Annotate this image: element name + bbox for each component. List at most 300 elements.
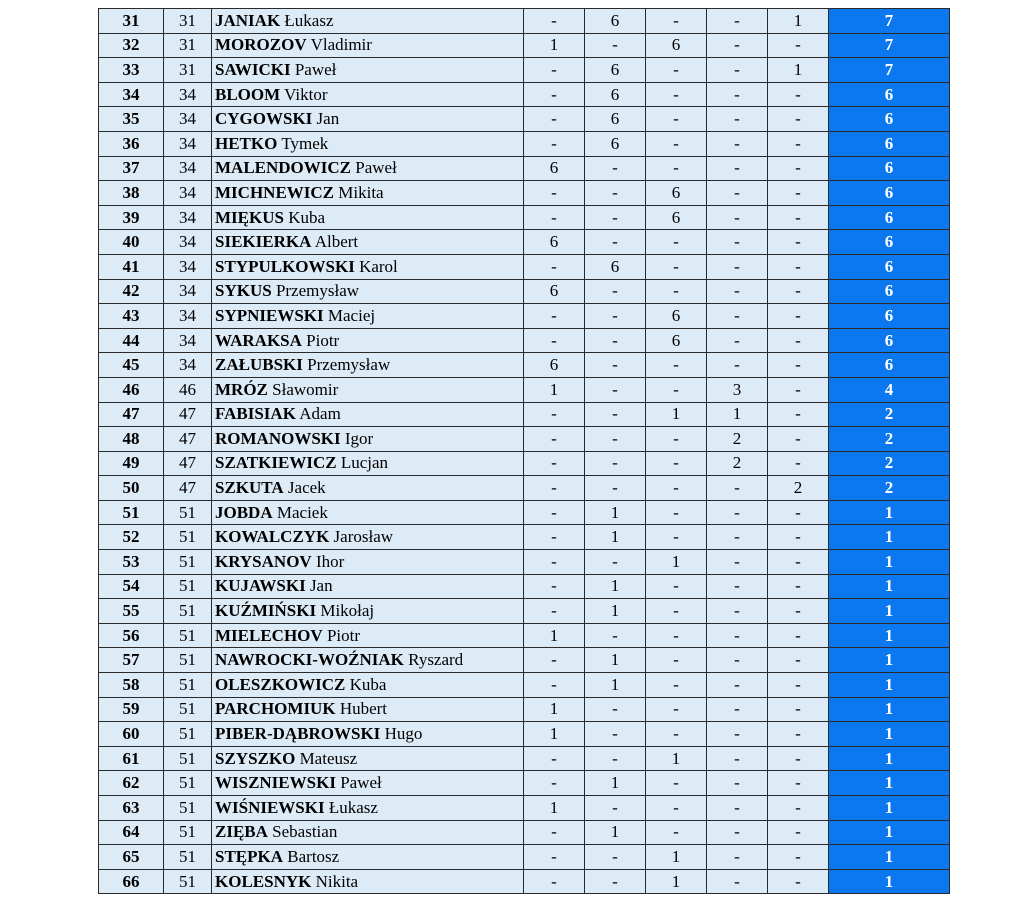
score-cell-4: 2 [707, 427, 768, 452]
score-cell-5: - [768, 402, 829, 427]
player-first-name: Łukasz [328, 797, 378, 817]
player-first-name: Piotr [326, 625, 360, 645]
rank-cell: 51 [164, 623, 212, 648]
player-first-name: Łukasz [284, 10, 334, 30]
player-surname: SZKUTA [215, 478, 284, 498]
score-cell-1: - [524, 254, 585, 279]
score-cell-2: 1 [585, 820, 646, 845]
place-cell: 51 [99, 500, 164, 525]
score-cell-1: - [524, 648, 585, 673]
place-cell: 46 [99, 377, 164, 402]
score-cell-5: - [768, 181, 829, 206]
player-surname: STĘPKA [215, 846, 284, 866]
rank-cell: 47 [164, 427, 212, 452]
rank-cell: 51 [164, 599, 212, 624]
player-name-cell [212, 254, 524, 279]
place-cell: 55 [99, 599, 164, 624]
score-cell-4: - [707, 796, 768, 821]
score-cell-1: - [524, 599, 585, 624]
player-name-cell [212, 9, 524, 34]
place-cell: 65 [99, 845, 164, 870]
score-cell-2: - [585, 181, 646, 206]
table-row [99, 254, 950, 279]
score-cell-5: - [768, 746, 829, 771]
score-cell-4: - [707, 697, 768, 722]
player-first-name: Kuba [288, 207, 326, 227]
score-cell-1: 1 [524, 623, 585, 648]
score-cell-3: 6 [646, 33, 707, 58]
player-first-name: Ryszard [408, 650, 464, 670]
player-surname: JOBDA [215, 502, 273, 522]
total-points-cell: 1 [829, 845, 950, 870]
score-cell-4: - [707, 623, 768, 648]
player-surname: MIĘKUS [215, 207, 284, 227]
score-cell-2: 1 [585, 525, 646, 550]
player-name-cell [212, 623, 524, 648]
score-cell-5: 1 [768, 58, 829, 83]
player-first-name: Kuba [349, 674, 387, 694]
player-surname: BLOOM [215, 84, 281, 104]
player-name-cell [212, 156, 524, 181]
rank-cell: 34 [164, 279, 212, 304]
score-cell-2: - [585, 205, 646, 230]
place-cell: 39 [99, 205, 164, 230]
place-cell: 42 [99, 279, 164, 304]
player-first-name: Paweł [355, 158, 397, 178]
place-cell: 62 [99, 771, 164, 796]
score-cell-5: - [768, 377, 829, 402]
table-row [99, 500, 950, 525]
player-surname: MALENDOWICZ [215, 158, 352, 178]
rank-cell: 46 [164, 377, 212, 402]
score-cell-4: - [707, 574, 768, 599]
player-surname: MIELECHOV [215, 625, 323, 645]
score-cell-1: - [524, 328, 585, 353]
score-cell-2: - [585, 156, 646, 181]
player-surname: MRÓZ [215, 379, 268, 399]
score-cell-1: 6 [524, 156, 585, 181]
rank-cell: 51 [164, 673, 212, 698]
player-first-name: Jan [309, 576, 333, 596]
player-first-name: Albert [314, 232, 359, 252]
player-name-cell [212, 771, 524, 796]
player-surname: KUJAWSKI [215, 576, 306, 596]
score-cell-2: - [585, 722, 646, 747]
score-cell-5: - [768, 156, 829, 181]
score-cell-2: - [585, 279, 646, 304]
place-cell: 48 [99, 427, 164, 452]
total-points-cell: 1 [829, 869, 950, 894]
player-surname: SYKUS [215, 281, 272, 301]
score-cell-2: - [585, 377, 646, 402]
player-first-name: Hugo [384, 724, 423, 744]
rank-cell: 47 [164, 402, 212, 427]
total-points-cell: 6 [829, 230, 950, 255]
place-cell: 44 [99, 328, 164, 353]
score-cell-1: 1 [524, 697, 585, 722]
player-name-cell [212, 230, 524, 255]
score-cell-5: - [768, 648, 829, 673]
score-cell-2: - [585, 451, 646, 476]
table-row [99, 304, 950, 329]
score-cell-4: - [707, 525, 768, 550]
player-name-cell [212, 599, 524, 624]
player-surname: ZIĘBA [215, 822, 268, 842]
score-cell-4: - [707, 254, 768, 279]
score-cell-2: - [585, 845, 646, 870]
score-cell-2: 6 [585, 107, 646, 132]
rank-cell: 51 [164, 771, 212, 796]
total-points-cell: 1 [829, 500, 950, 525]
table-row [99, 476, 950, 501]
player-surname: KOWALCZYK [215, 527, 330, 547]
score-cell-2: - [585, 746, 646, 771]
rank-cell: 34 [164, 82, 212, 107]
score-cell-4: - [707, 230, 768, 255]
score-cell-3: 6 [646, 181, 707, 206]
place-cell: 63 [99, 796, 164, 821]
table-row [99, 205, 950, 230]
score-cell-2: - [585, 402, 646, 427]
total-points-cell: 6 [829, 328, 950, 353]
total-points-cell: 1 [829, 673, 950, 698]
place-cell: 34 [99, 82, 164, 107]
score-cell-3: 1 [646, 845, 707, 870]
rank-cell: 31 [164, 58, 212, 83]
score-cell-1: 1 [524, 796, 585, 821]
player-name-cell [212, 550, 524, 575]
score-cell-4: 2 [707, 451, 768, 476]
score-cell-4: - [707, 181, 768, 206]
rank-cell: 34 [164, 205, 212, 230]
table-row [99, 820, 950, 845]
player-first-name: Tymek [281, 133, 329, 153]
score-cell-3: - [646, 427, 707, 452]
player-name-cell [212, 451, 524, 476]
score-cell-5: 2 [768, 476, 829, 501]
score-cell-2: - [585, 33, 646, 58]
place-cell: 38 [99, 181, 164, 206]
total-points-cell: 6 [829, 353, 950, 378]
table-row [99, 845, 950, 870]
total-points-cell: 6 [829, 156, 950, 181]
player-surname: SZYSZKO [215, 748, 296, 768]
score-cell-4: - [707, 107, 768, 132]
score-cell-5: - [768, 525, 829, 550]
player-surname: FABISIAK [215, 404, 296, 424]
score-cell-1: - [524, 427, 585, 452]
player-surname: HETKO [215, 133, 278, 153]
player-surname: MICHNEWICZ [215, 182, 335, 202]
score-cell-4: - [707, 869, 768, 894]
total-points-cell: 1 [829, 574, 950, 599]
rank-cell: 51 [164, 648, 212, 673]
player-surname: SZATKIEWICZ [215, 453, 337, 473]
score-cell-5: - [768, 279, 829, 304]
score-cell-3: - [646, 697, 707, 722]
score-cell-3: - [646, 574, 707, 599]
score-cell-3: - [646, 525, 707, 550]
place-cell: 54 [99, 574, 164, 599]
score-cell-3: - [646, 353, 707, 378]
total-points-cell: 1 [829, 599, 950, 624]
score-cell-4: - [707, 500, 768, 525]
player-surname: WISZNIEWSKI [215, 773, 336, 793]
score-cell-2: 6 [585, 58, 646, 83]
place-cell: 33 [99, 58, 164, 83]
place-cell: 58 [99, 673, 164, 698]
score-cell-1: - [524, 9, 585, 34]
score-cell-5: - [768, 623, 829, 648]
total-points-cell: 1 [829, 746, 950, 771]
score-cell-1: - [524, 58, 585, 83]
player-surname: CYGOWSKI [215, 109, 313, 129]
rank-cell: 51 [164, 550, 212, 575]
player-name-cell [212, 82, 524, 107]
player-first-name: Bartosz [287, 846, 340, 866]
player-surname: MOROZOV [215, 35, 307, 55]
player-first-name: Mikołaj [320, 601, 375, 621]
score-cell-3: - [646, 156, 707, 181]
score-cell-4: - [707, 648, 768, 673]
rank-cell: 51 [164, 796, 212, 821]
total-points-cell: 6 [829, 205, 950, 230]
score-cell-4: - [707, 845, 768, 870]
score-cell-1: - [524, 402, 585, 427]
table-row [99, 648, 950, 673]
player-surname: JANIAK [215, 10, 281, 30]
score-cell-4: - [707, 205, 768, 230]
place-cell: 66 [99, 869, 164, 894]
score-cell-1: - [524, 771, 585, 796]
score-cell-3: - [646, 500, 707, 525]
score-cell-3: - [646, 648, 707, 673]
total-points-cell: 6 [829, 131, 950, 156]
score-cell-4: - [707, 58, 768, 83]
player-name-cell [212, 58, 524, 83]
table-row [99, 353, 950, 378]
table-row [99, 796, 950, 821]
player-surname: KRYSANOV [215, 551, 312, 571]
score-cell-2: - [585, 550, 646, 575]
rank-cell: 51 [164, 525, 212, 550]
score-cell-1: 6 [524, 353, 585, 378]
score-cell-4: - [707, 328, 768, 353]
player-surname: PIBER-DĄBROWSKI [215, 724, 381, 744]
score-cell-4: - [707, 279, 768, 304]
player-surname: KOLESNYK [215, 871, 312, 891]
score-cell-5: - [768, 107, 829, 132]
score-cell-5: - [768, 304, 829, 329]
rank-cell: 51 [164, 500, 212, 525]
score-cell-2: - [585, 427, 646, 452]
player-name-cell [212, 402, 524, 427]
player-first-name: Sławomir [272, 379, 339, 399]
rank-cell: 51 [164, 722, 212, 747]
total-points-cell: 6 [829, 279, 950, 304]
player-name-cell [212, 427, 524, 452]
player-name-cell [212, 353, 524, 378]
score-cell-3: - [646, 107, 707, 132]
score-cell-1: - [524, 181, 585, 206]
player-first-name: Przemysław [307, 355, 391, 375]
player-surname: KUŹMIŃSKI [215, 601, 317, 621]
score-cell-2: 1 [585, 574, 646, 599]
score-cell-3: 1 [646, 550, 707, 575]
score-cell-5: - [768, 845, 829, 870]
score-cell-1: 6 [524, 279, 585, 304]
player-first-name: Igor [344, 428, 374, 448]
place-cell: 41 [99, 254, 164, 279]
table-row [99, 181, 950, 206]
score-cell-2: - [585, 623, 646, 648]
score-cell-2: - [585, 230, 646, 255]
player-name-cell [212, 673, 524, 698]
total-points-cell: 7 [829, 9, 950, 34]
total-points-cell: 7 [829, 33, 950, 58]
score-cell-3: - [646, 279, 707, 304]
rank-cell: 51 [164, 574, 212, 599]
place-cell: 45 [99, 353, 164, 378]
player-name-cell [212, 131, 524, 156]
player-first-name: Mateusz [299, 748, 358, 768]
player-first-name: Paweł [294, 59, 337, 79]
score-cell-2: - [585, 476, 646, 501]
total-points-cell: 1 [829, 820, 950, 845]
score-cell-3: - [646, 771, 707, 796]
score-cell-2: 1 [585, 673, 646, 698]
table-row [99, 550, 950, 575]
player-first-name: Nikita [315, 871, 359, 891]
total-points-cell: 2 [829, 451, 950, 476]
total-points-cell: 4 [829, 377, 950, 402]
score-cell-1: 1 [524, 722, 585, 747]
score-cell-4: - [707, 353, 768, 378]
player-name-cell [212, 377, 524, 402]
score-cell-2: - [585, 328, 646, 353]
player-name-cell [212, 328, 524, 353]
score-cell-5: - [768, 550, 829, 575]
score-cell-3: - [646, 722, 707, 747]
table-row [99, 673, 950, 698]
place-cell: 31 [99, 9, 164, 34]
total-points-cell: 6 [829, 254, 950, 279]
table-row [99, 451, 950, 476]
rank-cell: 31 [164, 9, 212, 34]
score-cell-3: - [646, 673, 707, 698]
place-cell: 36 [99, 131, 164, 156]
score-cell-4: - [707, 746, 768, 771]
player-first-name: Jacek [287, 478, 326, 498]
score-cell-2: - [585, 796, 646, 821]
rank-cell: 34 [164, 181, 212, 206]
score-cell-5: - [768, 722, 829, 747]
score-cell-1: 6 [524, 230, 585, 255]
score-cell-5: - [768, 254, 829, 279]
rank-cell: 34 [164, 107, 212, 132]
rank-cell: 31 [164, 33, 212, 58]
player-surname: STYPULKOWSKI [215, 256, 355, 276]
score-cell-3: 1 [646, 869, 707, 894]
score-cell-3: 1 [646, 402, 707, 427]
score-cell-1: - [524, 845, 585, 870]
player-surname: SYPNIEWSKI [215, 305, 324, 325]
score-cell-5: - [768, 131, 829, 156]
player-first-name: Karol [359, 256, 398, 276]
player-first-name: Jan [316, 109, 340, 129]
score-cell-3: 6 [646, 328, 707, 353]
score-cell-5: - [768, 796, 829, 821]
score-cell-3: - [646, 623, 707, 648]
table-row [99, 771, 950, 796]
player-first-name: Przemysław [275, 281, 360, 301]
rank-cell: 34 [164, 304, 212, 329]
score-cell-1: - [524, 131, 585, 156]
score-cell-2: - [585, 353, 646, 378]
score-cell-2: 1 [585, 771, 646, 796]
score-cell-4: - [707, 820, 768, 845]
ranking-table [98, 8, 950, 894]
score-cell-3: 6 [646, 304, 707, 329]
table-row [99, 697, 950, 722]
total-points-cell: 1 [829, 623, 950, 648]
score-cell-3: - [646, 599, 707, 624]
score-cell-4: - [707, 131, 768, 156]
player-name-cell [212, 205, 524, 230]
score-cell-5: - [768, 205, 829, 230]
score-cell-5: - [768, 500, 829, 525]
score-cell-5: - [768, 820, 829, 845]
total-points-cell: 6 [829, 304, 950, 329]
score-cell-5: - [768, 328, 829, 353]
table-row [99, 427, 950, 452]
player-name-cell [212, 869, 524, 894]
rank-cell: 34 [164, 131, 212, 156]
score-cell-5: - [768, 697, 829, 722]
player-surname: SAWICKI [215, 59, 291, 79]
table-row [99, 9, 950, 34]
place-cell: 57 [99, 648, 164, 673]
score-cell-5: - [768, 82, 829, 107]
score-cell-1: - [524, 869, 585, 894]
score-cell-2: - [585, 697, 646, 722]
score-cell-3: - [646, 820, 707, 845]
ranking-table-wrapper [98, 8, 950, 894]
player-first-name: Piotr [306, 330, 340, 350]
ranking-table-body [99, 9, 950, 894]
player-surname: NAWROCKI-WOŹNIAK [215, 650, 404, 670]
score-cell-2: 6 [585, 131, 646, 156]
table-row [99, 156, 950, 181]
score-cell-4: - [707, 599, 768, 624]
player-first-name: Ihor [315, 551, 345, 571]
place-cell: 53 [99, 550, 164, 575]
player-name-cell [212, 476, 524, 501]
score-cell-1: - [524, 107, 585, 132]
place-cell: 59 [99, 697, 164, 722]
player-name-cell [212, 845, 524, 870]
score-cell-4: 3 [707, 377, 768, 402]
rank-cell: 34 [164, 328, 212, 353]
score-cell-5: - [768, 771, 829, 796]
score-cell-5: - [768, 33, 829, 58]
score-cell-3: - [646, 254, 707, 279]
player-first-name: Mikita [338, 182, 384, 202]
total-points-cell: 6 [829, 82, 950, 107]
player-surname: SIEKIERKA [215, 232, 312, 252]
player-surname: WARAKSA [215, 330, 302, 350]
rank-cell: 34 [164, 254, 212, 279]
